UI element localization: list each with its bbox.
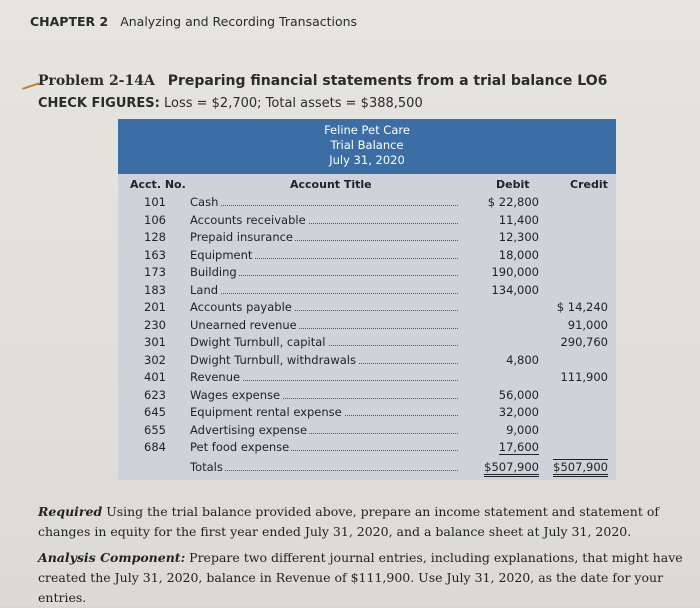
leader-dots xyxy=(190,205,458,206)
account-number: 163 xyxy=(144,247,166,262)
account-number: 301 xyxy=(144,335,166,349)
table-row xyxy=(118,353,616,370)
account-title-cell xyxy=(190,405,458,419)
account-title: Equipment rental expense xyxy=(190,405,342,419)
table-row xyxy=(118,283,616,300)
account-title: Dwight Turnbull, withdrawals xyxy=(190,352,356,367)
account-title-cell xyxy=(190,265,458,279)
debit-value: 12,300 xyxy=(498,230,539,244)
account-title: Land xyxy=(190,282,219,297)
account-number: 183 xyxy=(144,282,166,297)
total-credit-value: $507,900 xyxy=(553,459,608,477)
account-number: 128 xyxy=(144,230,166,244)
account-title-cell xyxy=(190,195,458,209)
debit-amount xyxy=(464,405,539,419)
account-title-cell xyxy=(190,423,458,437)
col-header-debit: Debit xyxy=(496,178,530,191)
debit-value: 32,000 xyxy=(498,405,539,419)
table-row xyxy=(118,265,616,282)
table-row xyxy=(118,405,616,422)
debit-amount xyxy=(464,230,539,244)
account-title: Pet food expense xyxy=(190,440,290,454)
required-section xyxy=(38,502,700,608)
table-row xyxy=(118,213,616,230)
credit-amount xyxy=(538,318,608,332)
debit-amount xyxy=(464,423,539,437)
totals-label: Totals xyxy=(190,459,223,474)
col-header-title: Account Title xyxy=(290,178,372,191)
required-label: Required xyxy=(38,504,103,519)
debit-amount xyxy=(464,353,539,367)
account-number: 401 xyxy=(144,370,166,384)
leader-dots xyxy=(190,293,458,294)
credit-amount xyxy=(538,370,608,384)
table-row xyxy=(118,440,616,457)
totals-title-cell xyxy=(190,460,458,474)
analysis-paragraph xyxy=(38,548,700,608)
account-number: 201 xyxy=(144,300,166,314)
check-figures-label: CHECK FIGURES: xyxy=(38,96,160,111)
check-figures-text: Loss = $2,700; Total assets = $388,500 xyxy=(163,96,423,111)
total-debit xyxy=(464,460,539,474)
credit-amount xyxy=(538,300,608,314)
debit-value: 134,000 xyxy=(491,282,539,297)
problem-heading xyxy=(38,73,607,89)
account-number: 230 xyxy=(144,317,166,332)
account-number: 623 xyxy=(144,387,166,402)
chapter-header xyxy=(30,14,357,29)
account-title-cell xyxy=(190,283,458,297)
account-title: Building xyxy=(190,265,237,279)
debit-amount xyxy=(464,440,539,454)
credit-value: 290,760 xyxy=(560,335,608,349)
credit-value: $ 14,240 xyxy=(556,300,608,314)
account-number: 655 xyxy=(144,422,166,437)
col-header-credit: Credit xyxy=(570,178,608,191)
account-title: Unearned revenue xyxy=(190,317,297,332)
analysis-label: Analysis Component: xyxy=(38,550,186,565)
account-number: 684 xyxy=(144,440,166,454)
account-title-cell xyxy=(190,230,458,244)
learning-objective: LO6 xyxy=(577,73,608,89)
account-number: 173 xyxy=(144,265,166,279)
analysis-text: Prepare two different journal entries, including explanations, that might have created the July 31, 2020, balance in Revenue of $111,900. Use July 31, 2020, as the date for your entries. xyxy=(38,550,683,605)
account-title: Advertising expense xyxy=(190,422,308,437)
table-row xyxy=(118,423,616,440)
table-row xyxy=(118,318,616,335)
debit-value: 18,000 xyxy=(498,247,539,262)
company-name: Feline Pet Care xyxy=(324,123,410,137)
account-title: Prepaid insurance xyxy=(190,230,294,244)
table-row xyxy=(118,388,616,405)
debit-amount xyxy=(464,195,539,209)
account-title-cell xyxy=(190,248,458,262)
account-title-cell xyxy=(190,370,458,384)
debit-value: 190,000 xyxy=(491,265,539,279)
debit-amount xyxy=(464,283,539,297)
chapter-title: Analyzing and Recording Transactions xyxy=(120,14,358,29)
table-row xyxy=(118,195,616,212)
credit-amount xyxy=(538,335,608,349)
account-title: Accounts receivable xyxy=(190,212,306,227)
debit-value: 56,000 xyxy=(498,387,539,402)
account-number: 101 xyxy=(144,195,166,209)
chapter-number: CHAPTER 2 xyxy=(30,14,109,29)
table-row xyxy=(118,230,616,247)
leader-dots xyxy=(190,470,458,471)
account-title-cell xyxy=(190,388,458,402)
debit-amount xyxy=(464,248,539,262)
debit-value: $ 22,800 xyxy=(487,195,539,209)
account-title: Cash xyxy=(190,195,219,209)
account-title-cell xyxy=(190,318,458,332)
account-title-cell xyxy=(190,335,458,349)
trial-balance-table xyxy=(118,119,616,480)
account-title: Accounts payable xyxy=(190,300,292,314)
required-text: Using the trial balance provided above, prepare an income statement and statement of changes in equity for the first year ended July 31, 2020, and a balance sheet at July 31, 2020. xyxy=(38,504,659,539)
account-title-cell xyxy=(190,353,458,367)
table-row xyxy=(118,300,616,317)
account-number: 302 xyxy=(144,352,166,367)
debit-value: 4,800 xyxy=(506,352,539,367)
account-title-cell xyxy=(190,440,458,454)
total-debit-value: $507,900 xyxy=(484,460,539,477)
debit-value: 9,000 xyxy=(506,422,539,437)
total-credit xyxy=(538,460,608,474)
debit-value: 17,600 xyxy=(498,440,539,454)
report-date: July 31, 2020 xyxy=(329,153,405,167)
problem-number: Problem 2-14A xyxy=(38,73,155,89)
account-title: Equipment xyxy=(190,247,253,262)
account-title: Dwight Turnbull, capital xyxy=(190,335,326,349)
report-name: Trial Balance xyxy=(330,138,404,152)
account-number: 645 xyxy=(144,405,166,419)
account-number: 106 xyxy=(144,212,166,227)
required-paragraph xyxy=(38,502,700,542)
credit-value: 111,900 xyxy=(560,370,608,384)
account-title: Wages expense xyxy=(190,387,281,402)
check-figures xyxy=(38,96,423,111)
table-row xyxy=(118,370,616,387)
problem-title: Preparing financial statements from a trial balance xyxy=(167,73,573,89)
account-title-cell xyxy=(190,213,458,227)
debit-amount xyxy=(464,213,539,227)
account-title-cell xyxy=(190,300,458,314)
debit-value: 11,400 xyxy=(498,212,539,227)
credit-value: 91,000 xyxy=(567,317,608,332)
col-header-acct: Acct. No. xyxy=(130,178,186,191)
table-row xyxy=(118,248,616,265)
trial-balance-header xyxy=(118,119,616,174)
account-title: Revenue xyxy=(190,370,241,384)
debit-amount xyxy=(464,388,539,402)
table-row xyxy=(118,335,616,352)
debit-amount xyxy=(464,265,539,279)
totals-row xyxy=(118,460,616,477)
